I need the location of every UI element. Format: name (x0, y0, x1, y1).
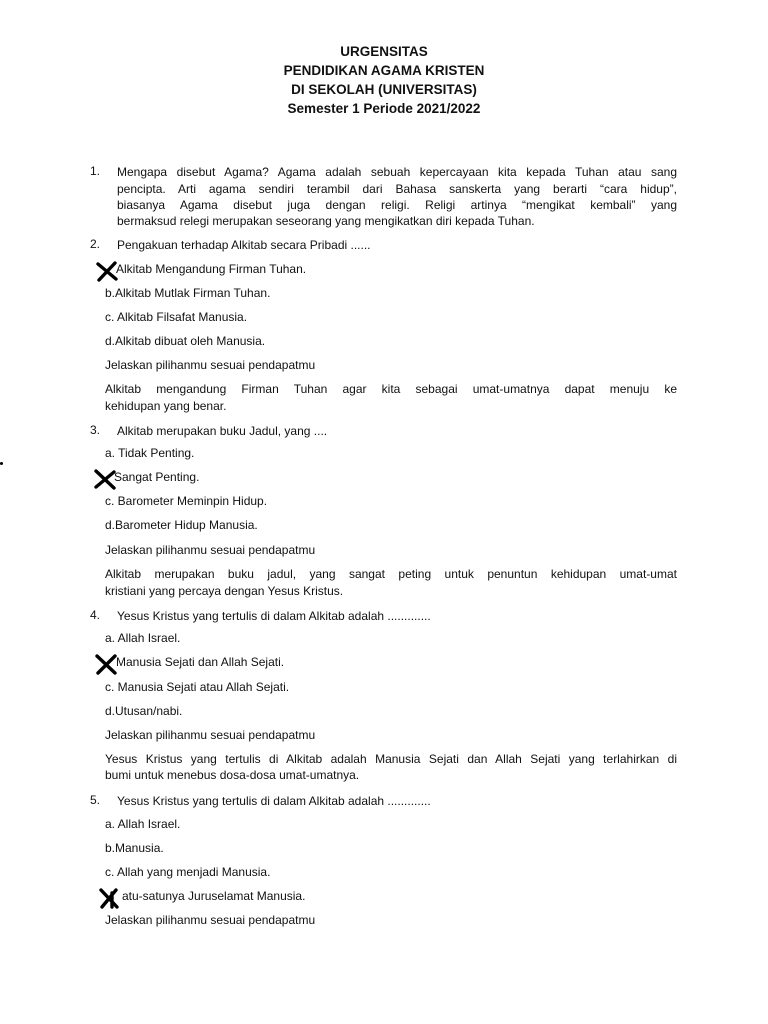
q5-explain-label: Jelaskan pilihanmu sesuai pendapatmu (105, 913, 316, 927)
q5-option-a: a. Allah Israel. (105, 817, 181, 831)
q2-number: 2. (90, 237, 101, 251)
q4-question: Yesus Kristus yang tertulis di dalam Alkitab adalah ............. (117, 609, 431, 623)
q3-option-d: d.Barometer Hidup Manusia. (105, 518, 258, 532)
q3-explain-label: Jelaskan pilihanmu sesuai pendapatmu (105, 543, 316, 557)
q5-question: Yesus Kristus yang tertulis di dalam Alkitab adalah ............. (117, 794, 431, 808)
cross-mark-icon (96, 260, 118, 282)
q2-option-b: b.Alkitab Mutlak Firman Tuhan. (105, 286, 271, 300)
header-title: URGENSITAS (340, 44, 428, 59)
q4-answer-line-2: bumi untuk menebus dosa-dosa umat-umatnya. (105, 768, 360, 782)
header-semester: Semester 1 Periode 2021/2022 (287, 101, 481, 116)
q3-option-a: a. Tidak Penting. (105, 446, 195, 460)
q3-answer-line-1: Alkitab merupakan buku jadul, yang sangat peting untuk penuntun kehidupan umat-umat (105, 567, 677, 581)
q1-line-3: biasanya Agama disebut juga dengan religi. Religi artinya “mengikat kembali” yang (117, 198, 677, 212)
q4-option-a: a. Allah Israel. (105, 631, 181, 645)
q1-number: 1. (90, 164, 101, 178)
q3-question: Alkitab merupakan buku Jadul, yang .... (117, 424, 328, 438)
q2-option-a: Alkitab Mengandung Firman Tuhan. (116, 262, 307, 276)
q4-explain-label: Jelaskan pilihanmu sesuai pendapatmu (105, 728, 316, 742)
q5-option-c: c. Allah yang menjadi Manusia. (105, 865, 271, 879)
q3-option-b: Sangat Penting. (114, 470, 200, 484)
q3-option-c: c. Barometer Meminpin Hidup. (105, 494, 268, 508)
q2-option-d: d.Alkitab dibuat oleh Manusia. (105, 334, 266, 348)
q3-number: 3. (90, 423, 101, 437)
q3-answer-line-2: kristiani yang percaya dengan Yesus Kristus. (105, 584, 344, 598)
q2-explain-label: Jelaskan pilihanmu sesuai pendapatmu (105, 358, 316, 372)
margin-dot (0, 462, 3, 465)
cross-mark-icon (98, 887, 120, 909)
cross-mark-icon (95, 653, 117, 675)
q1-line-1: Mengapa disebut Agama? Agama adalah sebuah kepercayaan kita kepada Tuhan atau sang (117, 165, 677, 179)
q1-line-4: bermaksud relegi merupakan seseorang yang mengikatkan diri kepada Tuhan. (117, 214, 535, 228)
q5-option-d: atu-satunya Juruselamat Manusia. (122, 889, 306, 903)
q2-question: Pengakuan terhadap Alkitab secara Pribadi ...... (117, 238, 371, 252)
q2-answer-line-2: kehidupan yang benar. (105, 399, 227, 413)
q5-number: 5. (90, 793, 101, 807)
cross-mark-icon (94, 468, 116, 490)
q4-option-c: c. Manusia Sejati atau Allah Sejati. (105, 680, 290, 694)
q4-number: 4. (90, 608, 101, 622)
header-subtitle: PENDIDIKAN AGAMA KRISTEN (283, 63, 485, 78)
q5-option-b: b.Manusia. (105, 841, 164, 855)
q4-answer-line-1: Yesus Kristus yang tertulis di Alkitab adalah Manusia Sejati dan Allah Sejati yang terlahirkan di (105, 752, 677, 766)
q1-line-2: pencipta. Arti agama sendiri terambil dari Bahasa sanskerta yang berarti “cara hidup”, (117, 182, 677, 196)
q4-option-d: d.Utusan/nabi. (105, 704, 183, 718)
q2-option-c: c. Alkitab Filsafat Manusia. (105, 310, 248, 324)
q4-option-b: Manusia Sejati dan Allah Sejati. (116, 655, 285, 669)
header-institution: DI SEKOLAH (UNIVERSITAS) (291, 82, 477, 97)
q2-answer-line-1: Alkitab mengandung Firman Tuhan agar kita sebagai umat-umatnya dapat menuju ke (105, 382, 677, 396)
document-header (0, 42, 768, 118)
